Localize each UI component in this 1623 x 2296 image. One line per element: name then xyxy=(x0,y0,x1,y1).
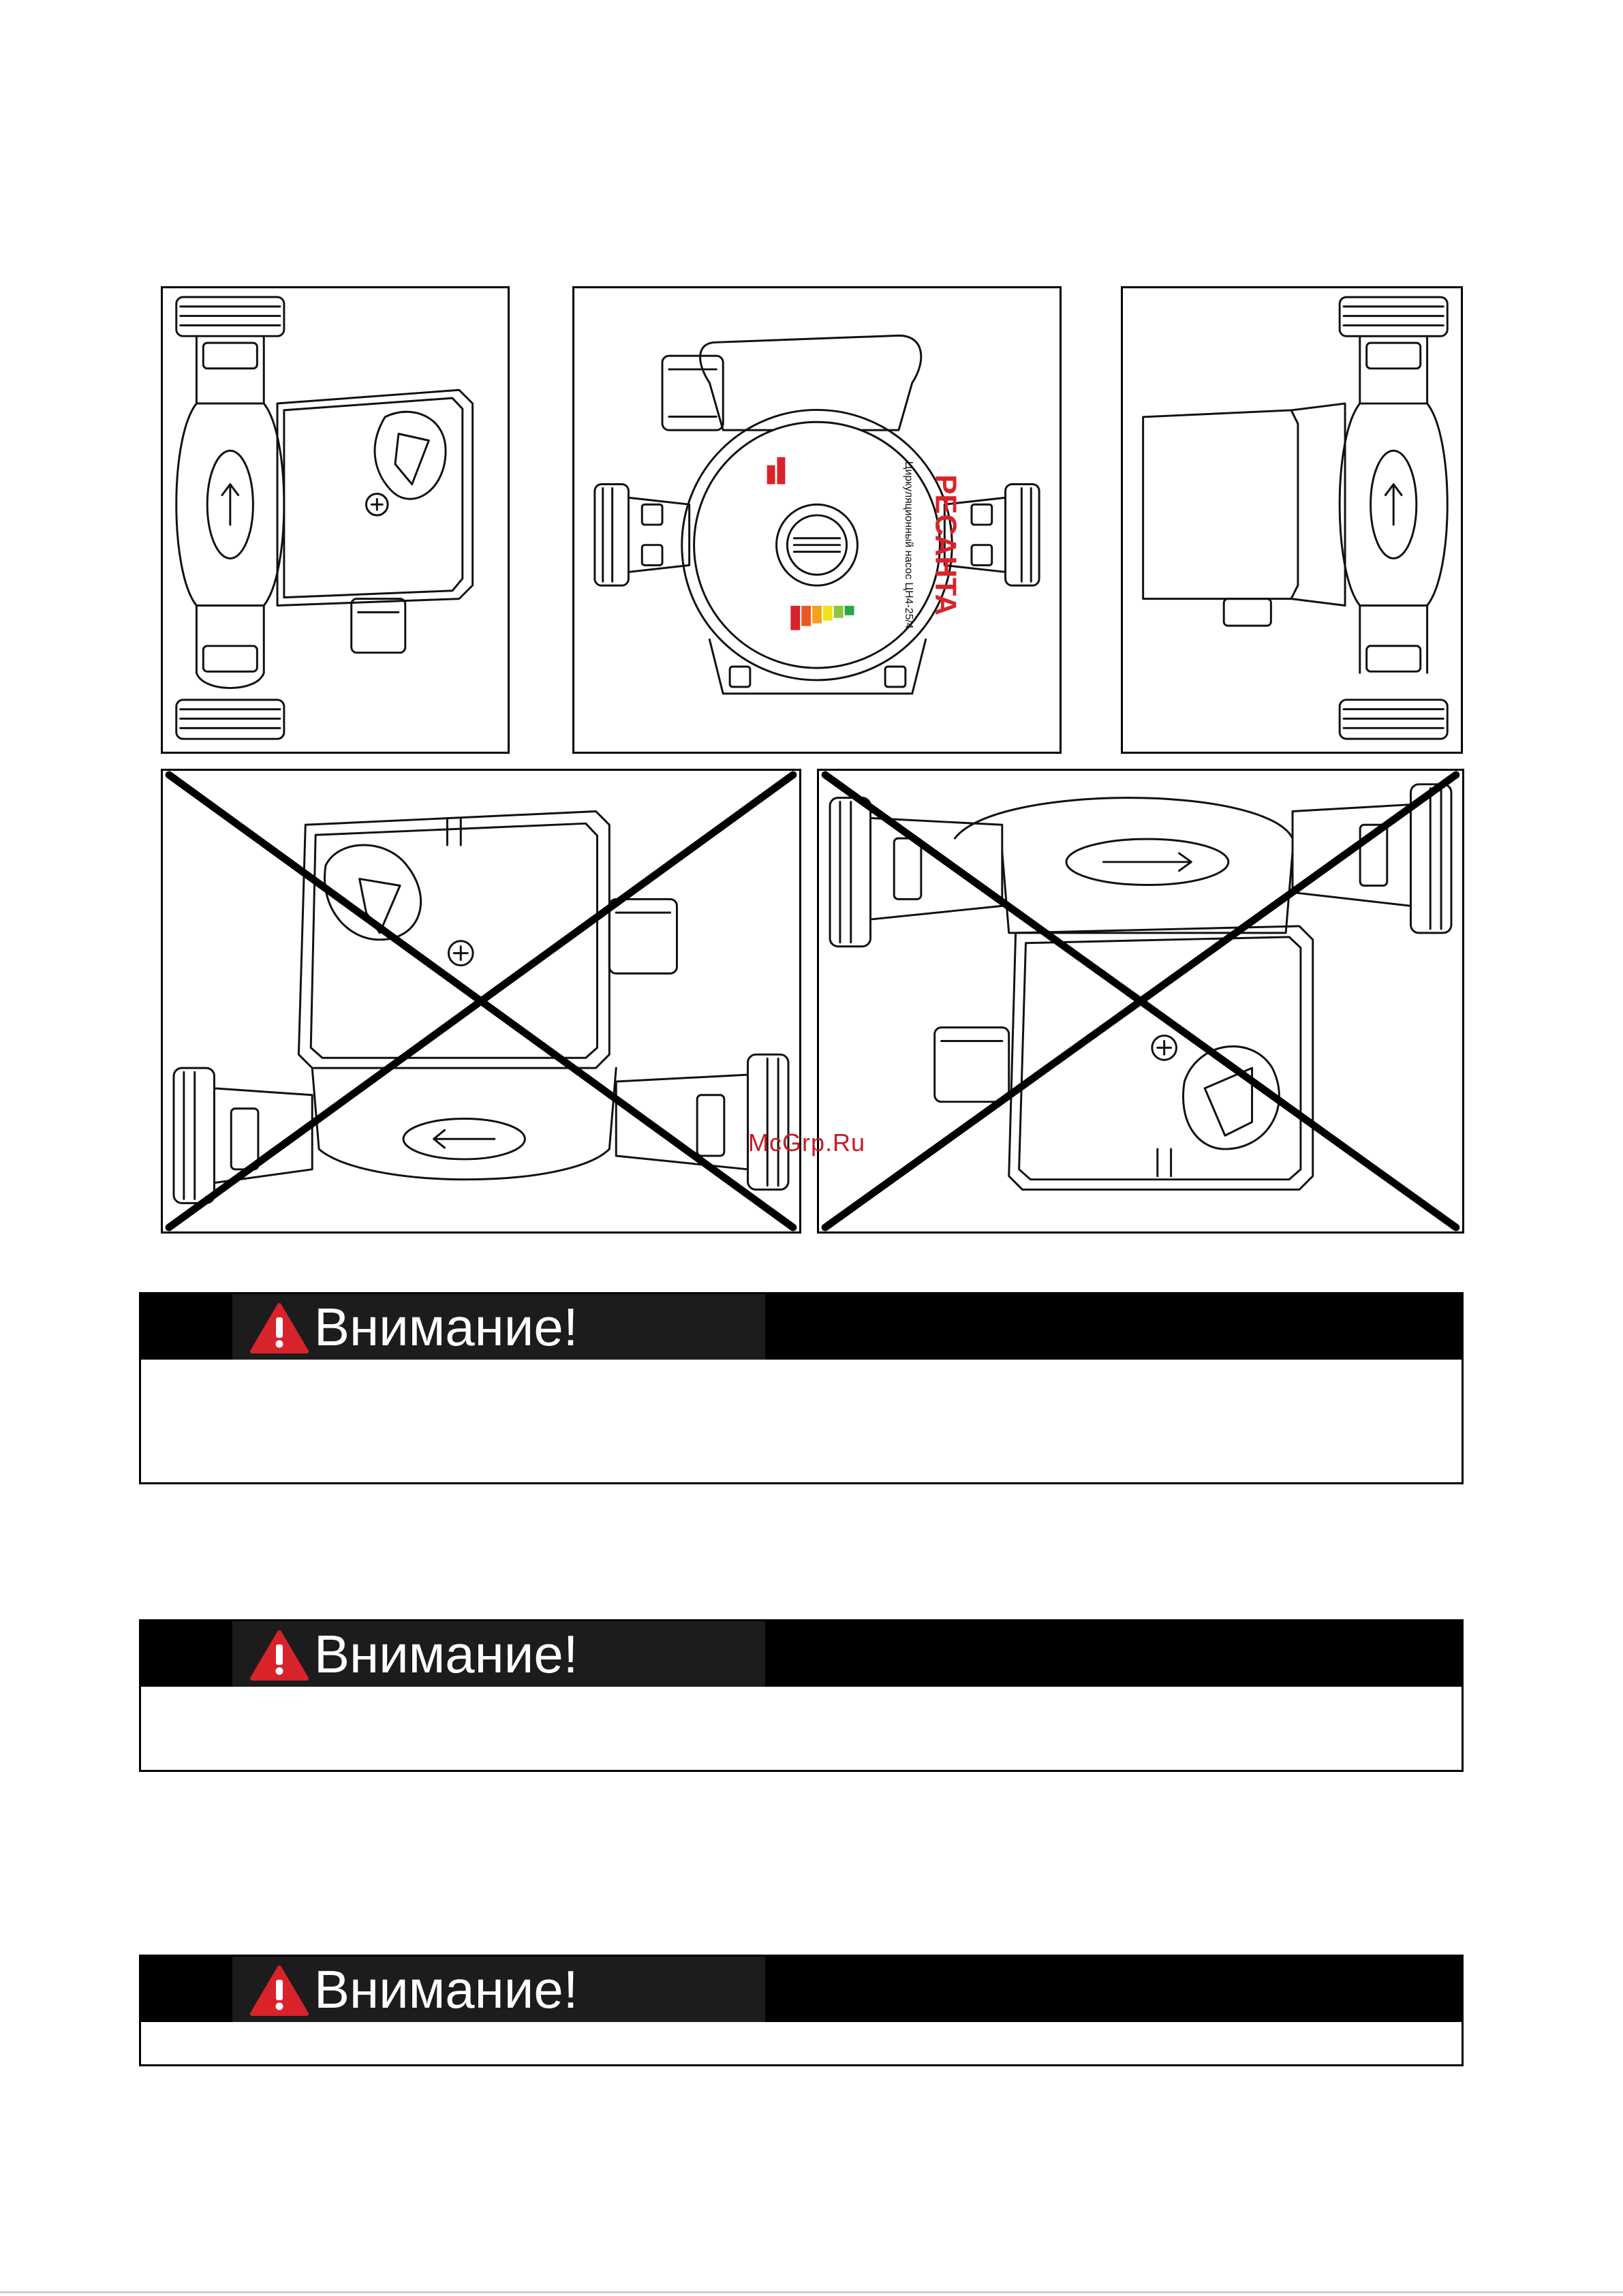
warning-triangle-icon xyxy=(250,1302,309,1354)
figure-pump-side-left xyxy=(161,286,510,754)
warning-box xyxy=(139,1955,1464,2066)
warning-box xyxy=(139,1292,1464,1484)
pump-motor-down-drawing xyxy=(819,771,1462,1231)
figure-pump-motor-up xyxy=(161,769,801,1234)
warning-title: Внимание! xyxy=(314,1297,578,1357)
pump-motor-up-drawing xyxy=(163,771,799,1231)
warning-title: Внимание! xyxy=(314,1624,578,1684)
warning-header xyxy=(141,1621,1462,1687)
warning-box xyxy=(139,1619,1464,1772)
figure-pump-side-right xyxy=(1121,286,1463,754)
warning-title: Внимание! xyxy=(314,1959,578,2019)
warning-title-tab xyxy=(232,1957,765,2022)
page-bottom-rule xyxy=(0,2291,1623,2293)
pump-side-right-drawing xyxy=(1123,288,1461,752)
figure-pump-motor-down xyxy=(817,769,1464,1234)
warning-title-tab xyxy=(232,1294,765,1360)
pump-front-drawing xyxy=(574,288,1060,752)
pump-label-brand: РЕСАНТА xyxy=(929,474,962,616)
pump-side-left-drawing xyxy=(163,288,508,752)
warning-triangle-icon xyxy=(250,1629,309,1681)
warning-title-tab xyxy=(232,1621,765,1687)
watermark-text: McGrp.Ru xyxy=(748,1129,866,1157)
figure-pump-front-label xyxy=(572,286,1062,754)
warning-header xyxy=(141,1294,1462,1360)
warning-triangle-icon xyxy=(250,1965,309,2017)
warning-header xyxy=(141,1957,1462,2022)
pump-label-model: Циркуляционный насос ЦН4-25/4 xyxy=(902,461,914,629)
